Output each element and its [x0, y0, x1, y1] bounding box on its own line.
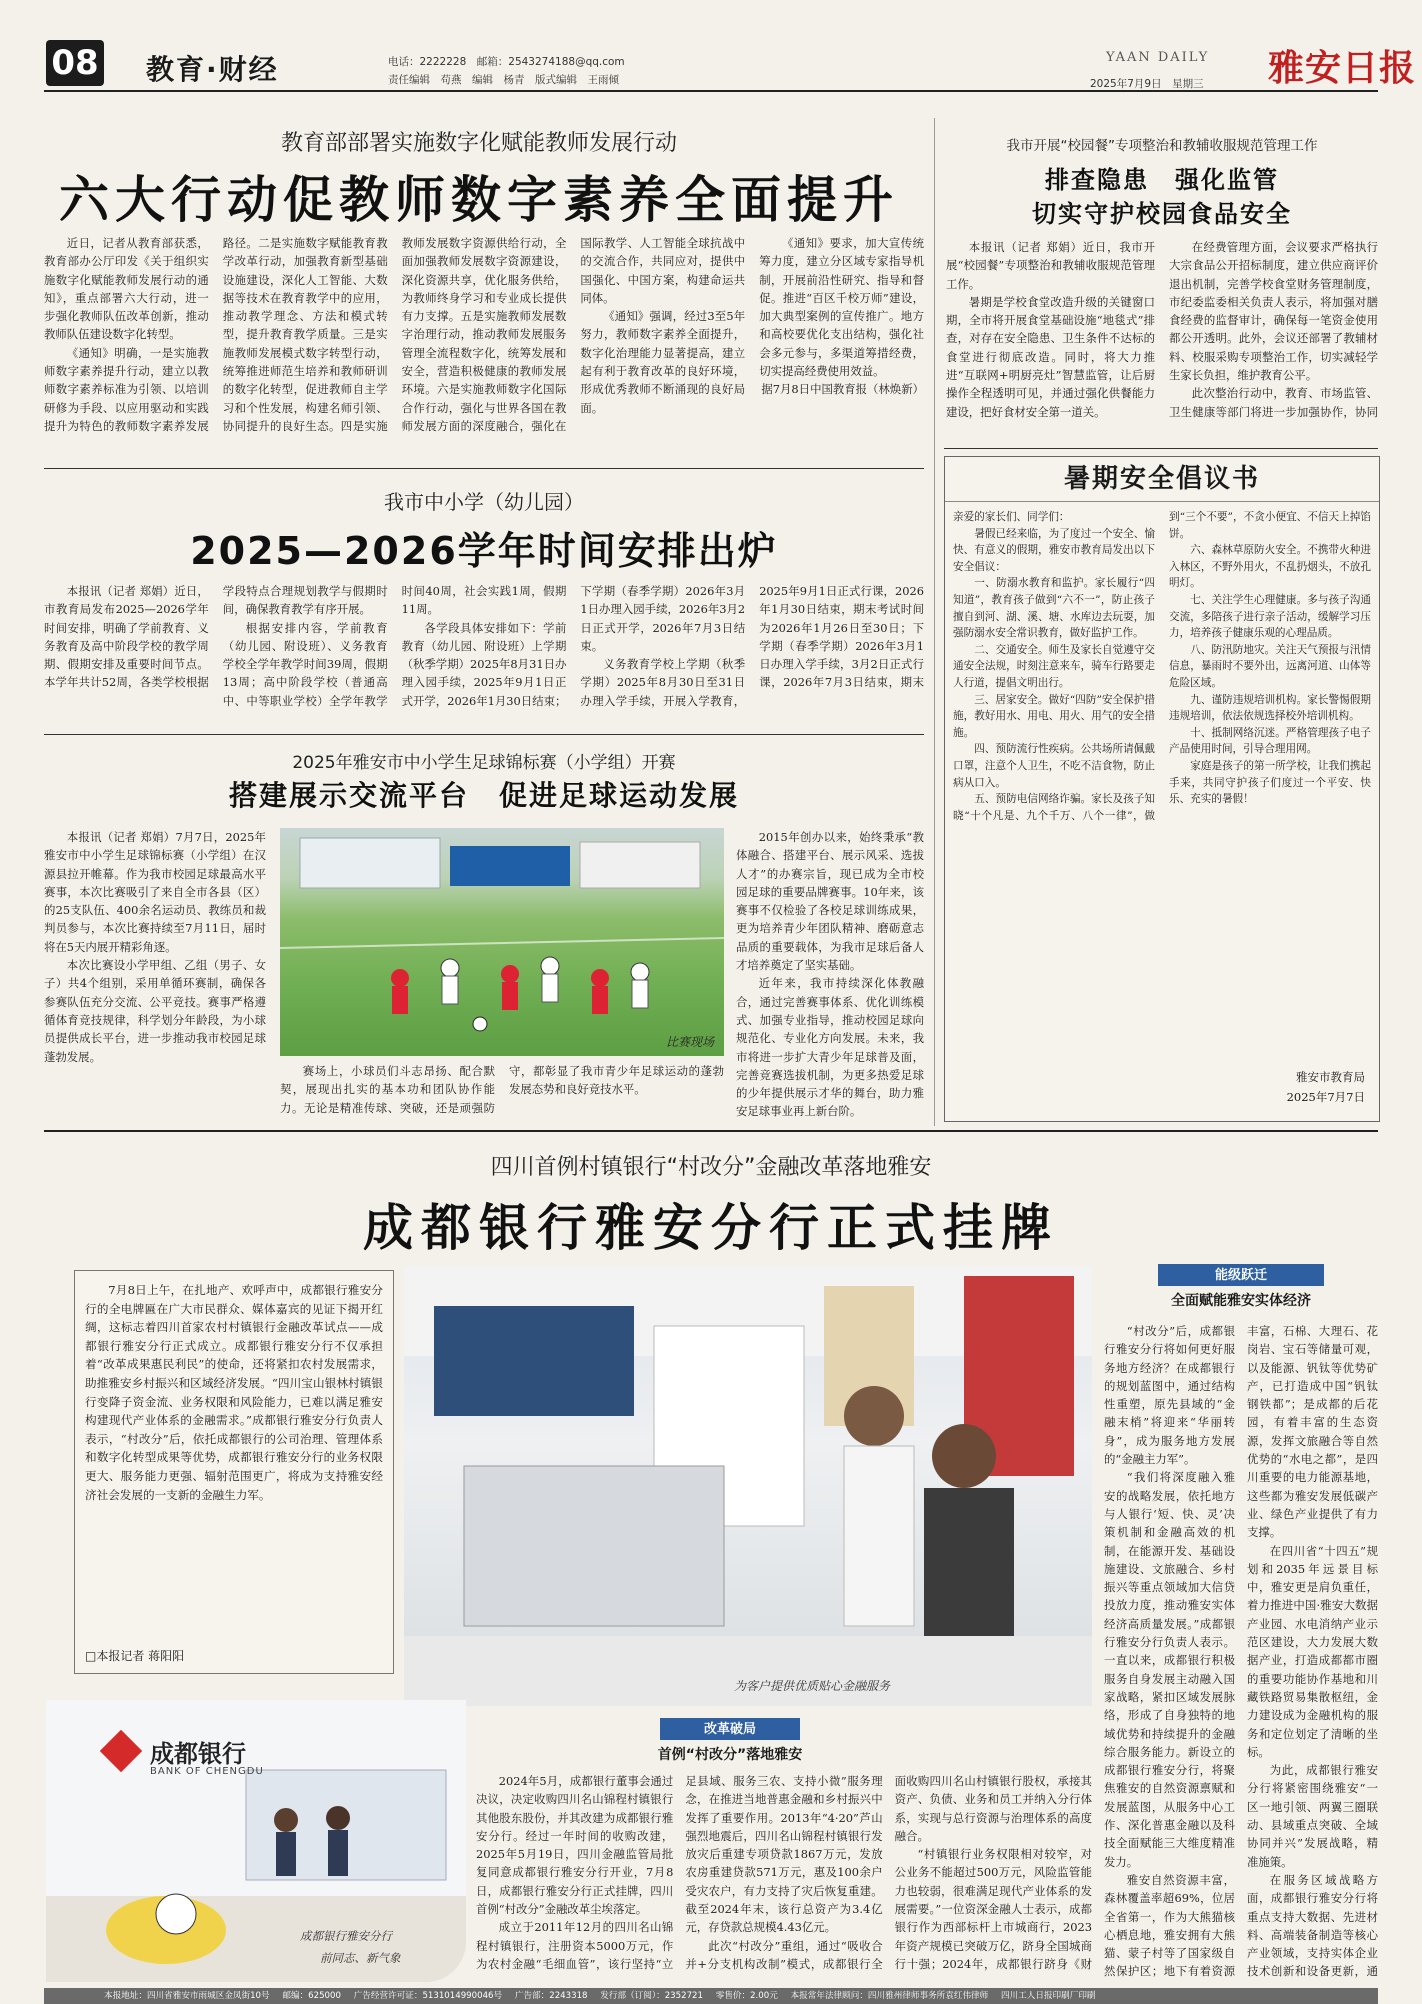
masthead	[0, 0, 1422, 92]
footer	[44, 1988, 1378, 2004]
football-photo-svg	[280, 828, 724, 1056]
bank-interior-caption: 为客户提供优质贴心金融服务	[734, 1679, 891, 1693]
column-divider	[934, 118, 935, 1126]
box1-header	[1104, 1264, 1378, 1314]
masthead-date: 2025年7月9日 星期三	[1090, 78, 1204, 90]
article5-para: 此次“村改分”重组，通过“吸收合并+分支机构改制”模式，成都银行全面收购四川名山村镇银行股权，承接其资产、负债、业务和员工并纳入分行体系，实现与总行资源与治理体系的高度融合。	[685, 1774, 1092, 1971]
footer-address: 本报地址：四川省雅安市雨城区金凤街10号	[104, 1991, 270, 2001]
page-number-badge	[46, 40, 104, 86]
bank-logo-en: BANK OF CHENGDU	[150, 1766, 264, 1777]
section-rule	[44, 1130, 1378, 1132]
masthead-rule	[44, 90, 1378, 92]
safety-title: 暑期安全倡议书	[1063, 464, 1260, 494]
divider	[944, 448, 1378, 449]
article5-para: 2024年5月，成都银行董事会通过决议，决定收购四川名山锦程村镇银行其他股东股份，并其改建为成都银行雅安分行。经过一年时间的收购改建，2025年5月19日，四川金融监管局批复同意成都银行雅安分行开业，7月8日，成都银行雅安分行正式挂牌，四川首例“村改分”金融改革尘埃落定。	[476, 1774, 674, 1917]
article2-para: 此次整治行动中，教育、市场监管、卫生健康等部门将进一步加强协作，协同	[1169, 386, 1378, 419]
divider	[44, 734, 924, 735]
article1-para: 《通知》要求，加大宣传统筹力度，建立分区域专家指导机制，开展前沿性研究、指导和督促。推进“百区千校万师”建设，加大典型案例的宣传推广。地方和高校要优化支出结构，强化社会多元参与，多渠道筹措经费，切实提高经费使用效益。	[759, 236, 924, 379]
masthead-paper-logo: 雅安日报	[1268, 47, 1417, 89]
safety-para: 十、抵制网络沉迷。严格管理孩子电子产品使用时间，引导合理用网。	[1169, 726, 1371, 756]
article1-para: 近日，记者从教育部获悉，教育部办公厅印发《关于组织实施数字化赋能教师发展行动的通知》，重点部署六大行动，进一步强化教师队伍改革创新，推动教师队伍建设数字化转型。	[44, 236, 209, 342]
article4-headline: 搭建展示交流平台 促进足球运动发展	[228, 779, 739, 812]
article2-para: 暑期是学校食堂改造升级的关键窗口期，全市将开展食堂基础设施“地毯式”排查，对存在安全隐患、卫生条件不达标的食堂进行彻底改造。同时，将大力推进“互联网+明厨亮灶”智慧监管，让后厨操作全程透明可见，并通过强化供餐能力建设，把好食材安全第一道关。	[946, 294, 1155, 419]
bank-logo-cn: 成都银行	[150, 1740, 246, 1768]
box2-subtitle: 首例“村改分”落地雅安	[657, 1747, 803, 1763]
article4-para: 2015年创办以来，始终秉承“教体融合、搭建平台、展示风采、选拔人才”的办赛宗旨，现已成为全市校园足球的重要品牌赛事。10年来，该赛事不仅检验了各校足球训练成果，更为培养青少年团队精神、磨砺意志品质的重要载体，为我市足球后备人才培养奠定了坚实基础。	[736, 830, 924, 973]
article5-lead	[85, 1281, 383, 1631]
article5-body-bottom	[476, 1772, 1092, 1982]
article1-para: 《通知》明确，一是实施教师数字素养提升行动，建立以教师数字素养标准为引领、以培训研修为手段、以应用驱动和实践提升为特色的教师数字素养发展路径。二是实施数字赋能教育教学改革行动，加强教育新型基础设施建设，深化人工智能、大数据等技术在教育教学中的应用，推动教学理念、方法和模式转型，提升教育教学质量。三是实施教师发展模式数字转型行动，统筹推进师范生培养和教师研训的数字化转型，促进教师自主学习和个性发展，构建名师引领、协同提升的良好生态。四是实施教师发展数字资源供给行动，全面加强教师发展数字资源建设，深化资源共享，优化服务供给，为教师终身学习和专业成长提供有力支撑。五是实施教师发展数字治理行动，推动教师发展服务管理全流程数字化，统筹发展和安全，营造积极健康的教师发展环境。六是实施教师数字化国际合作行动，强化与世界各国在教师发展方面的深度融合，强化在国际教学、人工智能全球抗战中的交流合作，共同应对，提供中国强化、中国方案，构建命运共同体。	[44, 236, 746, 433]
article5-para: “村改分”后，成都银行雅安分行将如何更好服务地方经济？在成都银行的规划蓝图中，通过结构性重塑，原先县域的“金融末梢”将迎来“华丽转身”，成为服务地方发展的“金融主力军”。	[1104, 1324, 1235, 1467]
article3-kicker: 我市中小学（幼儿园）	[384, 490, 584, 514]
article1-headline: 六大行动促教师数字素养全面提升	[59, 171, 899, 229]
footer-dist-phone: 发行部（订阅）：2352721	[600, 1991, 703, 2001]
article5-para: 为此，成都银行雅安分行将紧密围绕雅安“一区一地引领、两翼三圈联动、县域重点突破、全域协同并兴”发展战略，精准施策。	[1247, 1763, 1378, 1869]
article5-para: “我们将深度融入雅安的战略发展，依托地方与人银行‘短、快、灵’决策机制和金融高效的机制，在能源开发、基础设施建设、文旅融合、乡村振兴等重点领域加大信贷投放力度，推动雅安实体经济高质量发展。”成都银行雅安分行负责人表示。一直以来，成都银行积极服务自身发展主动融入国家战略，紧扣区域发展脉络，形成了自身独特的地域优势和持续提升的金融综合服务能力。新设立的成都银行雅安分行，将聚焦雅安的自然资源禀赋和发展蓝图，从服务中心工作、深化普惠金融以及科技全面赋能三大维度精准发力。	[1104, 1470, 1235, 1869]
article5-body-right	[1104, 1322, 1378, 1982]
article4-body-right	[736, 828, 924, 1124]
article5-lead-box	[74, 1270, 394, 1674]
masthead-contact: 电话：2222228 邮箱：2543274188@qq.com	[388, 56, 625, 68]
article5-para: 在四川省“十四五”规划和2035年远景目标中，雅安更是肩负重任，着力推进中国·雅安大数据产业园、水电消纳产业示范区建设，大力发展大数据产业，打造成都都市圈的重要功能协作基地和川藏铁路贸易集散枢纽，金力建设成为金融机构的服务和定位划定了清晰的坐标。	[1247, 1543, 1378, 1759]
box1-title-tag	[1158, 1264, 1324, 1286]
safety-para: 亲爱的家长们、同学们：	[953, 511, 1070, 523]
article2-body	[946, 238, 1378, 438]
article3-para: 根据安排内容，学前教育（幼儿园、附设班）、义务教育学校全学年教学时间39周，假期13周；高中阶段学校（普通高中、中等职业学校）全学年教学时间40周，社会实践1周，假期11周。	[222, 584, 567, 708]
safety-para: 四、预防流行性疾病。公共场所请佩戴口罩，注意个人卫生，不吃不洁食物，防止病从口入。	[953, 743, 1155, 789]
article4-para: 近年来，我市持续深化体教融合，通过完善赛事体系、优化训练模式、加强专业指导，推动校园足球向规范化、专业化方向发展。未来，我市将进一步扩大青少年足球普及面，完善竞赛选拔机制，为更多热爱足球的少年提供展示才华的舞台，助力雅安足球事业再上新台阶。	[736, 976, 924, 1119]
footer-postcode: 邮编：625000	[282, 1991, 341, 2001]
box2-header	[630, 1718, 830, 1766]
bank-storefront-svg	[46, 1700, 466, 1982]
safety-para: 五、预防电信网络诈骗。家长及孩子知晓“十个凡是、九个千万、八个一律”，做到“三个不要”，不贪小便宜、不信天上掉馅饼。	[953, 511, 1371, 822]
article3-para: 本报讯（记者 郑娟）近日，市教育局发布2025—2026学年时间安排，明确了学前教育、义务教育及高中阶段学校的教学周期、假期安排及重要时间节点。本学年共计52周，各类学校根据学段特点合理规划教学与假期时间，确保教育教学有序开展。	[44, 584, 388, 690]
safety-para: 八、防汛防地灾。关注天气预报与汛情信息，暴雨时不要外出，远离河道、山体等危险区域。	[1169, 643, 1371, 689]
article2-para: 在经费管理方面，会议要求严格执行大宗食品公开招标制度，建立供应商评价退出机制，完善学校食堂财务管理制度，市纪委监委相关负责人表示，将加强对膳食经费的监督审计，确保每一笔资金使用都公开透明。此外，会议还部署了教辅材料、校服采购专项整治工作，切实减轻学生家长负担，维护教育公平。	[1169, 240, 1378, 383]
article5-para: “村镇银行业务权限相对较窄，对公业务不能超过500万元，风险监管能力也较弱，很难满足现代产业体系的发展需要。”一位资深金融人士表示，成都银行作为西部标杆上市城商行，2023年资产规模已突破万亿，跻身全国城商行十强；2024年，成都银行跻身《财	[894, 1847, 1092, 1971]
bank-storefront-photo	[46, 1700, 466, 1982]
box2-title-tag	[660, 1718, 800, 1740]
safety-box	[944, 456, 1380, 1122]
safety-date: 2025年7月7日	[1286, 1090, 1365, 1104]
safety-body	[953, 509, 1371, 1057]
footer-price: 零售价：2.00元	[715, 1991, 778, 2001]
safety-para: 九、谨防违规培训机构。家长警惕假期违规培训，依法依规选择校外培训机构。	[1169, 693, 1371, 723]
article1-para: 《通知》强调，经过3至5年努力，教师数字素养全面提升，数字化治理能力显著提高，建立起有利于教育改革的良好环境，形成优秀教师不断涌现的良好局面。	[580, 309, 746, 415]
safety-para: 三、居家安全。做好“四防”安全保护措施，教好用水、用电、用火、用气的安全措施。	[953, 693, 1155, 739]
article4-para: 本报讯（记者 郑娟）7月7日，2025年雅安市中小学生足球锦标赛（小学组）在汉源县拉开帷幕。作为我市校园足球最高水平赛事，本次比赛吸引了来自全市各县（区）的25支队伍、400余名运动员、教练员和裁判员参与，本次比赛持续至7月11日，届时将在5天内展开精彩角逐。	[44, 830, 266, 954]
article2-para: 本报讯（记者 郑娟）近日，我市开展“校园餐”专项整治和教辅收服规范管理工作。	[946, 240, 1155, 291]
article5-kicker: 四川首例村镇银行“村改分”金融改革落地雅安	[490, 1155, 932, 1180]
page-number: 08	[51, 43, 99, 83]
article5-para: 雅安自然资源丰富，森林覆盖率超69%，位居全省第一，作为大熊猫核心栖息地，雅安拥有大熊猫、蒙子村等了国家级自然保护区；地下有着资源丰富，石棉、大理石、花岗岩、宝石等储量可观，以及能源、钒钛等优势矿产，已打造成中国“钒钛钢铁都”；是成都的后花园，有着丰富的生态资源，发挥文旅融合等自然优势的“水电之都”，是四川重要的电力能源基地，这些都为雅安发展低碳产业、绿色产业提供了有力支撑。	[1104, 1324, 1378, 1979]
article2-headline-1: 排查隐患 强化监管	[1045, 166, 1279, 194]
article3-para: 各学段具体安排如下：学前教育（幼儿园、附设班）上学期（秋季学期）2025年8月31日办理入园手续，2025年9月1日正式开学，2026年1月30日结束；下学期（春季学期）2026年3月1日办理入园手续，2026年3月2日正式开学，2026年7月3日结束。	[401, 584, 746, 708]
box1-subtitle: 全面赋能雅安实体经济	[1171, 1293, 1311, 1309]
footer-printer: 四川工人日报印刷厂印刷	[1000, 1991, 1096, 2001]
football-photo-caption: 比赛现场	[665, 1035, 714, 1049]
box2-title: 改革破局	[703, 1722, 756, 1737]
masthead-editors: 责任编辑 苟燕 编辑 杨青 版式编辑 王雨倾	[388, 74, 619, 86]
safety-para: 暑假已经来临，为了度过一个安全、愉快、有意义的假期，雅安市教育局发出以下安全倡议：	[953, 527, 1155, 573]
article5-para: 在服务区域战略方面，成都银行雅安分行将重点支持大数据、先进材料、高端装备制造等核心产业领域，支持实体企业技术创新和设备更新，通	[1247, 1872, 1378, 1979]
article4-body-left	[44, 828, 266, 1124]
safety-signature: 雅安市教育局	[1296, 1070, 1365, 1084]
storefront-caption-1: 成都银行雅安分行	[300, 1929, 392, 1943]
section-title: 教育·财经	[146, 53, 279, 86]
footer-ad-license: 广告经营许可证：5131014990046号	[353, 1991, 503, 2001]
article1-source: 据7月8日中国教育报（林焕新）	[761, 382, 924, 397]
footer-ad-phone: 广告部：2243318	[514, 1991, 588, 2001]
article2-kicker: 我市开展“校园餐”专项整治和教辅收服规范管理工作	[1006, 138, 1318, 154]
article3-headline: 2025—2026学年时间安排出炉	[190, 529, 778, 573]
box1-title: 能级跃迁	[1214, 1268, 1267, 1283]
article5-lead-text: 7月8日上午，在扎地产、欢呼声中，成都银行雅安分行的全电牌匾在广大市民群众、媒体嘉宾的见证下揭开红绸，这标志着四川首家农村村镇银行金融改革试点——成都银行雅安分行正式成立。成都银行雅安分行不仅承担着“改革成果惠民利民”的使命，还将紧扣农村发展需求，助推雅安乡村振兴和区域经济发展。“四川宝山银林村镇银行变降子资金流、业务权限和风险能力，已难以满足雅安构建现代产业体系的金融需求。”成都银行雅安分行负责人表示，“村改分”后，依托成都银行的公司治理、管理体系和数字化转型成果等优势，成都银行雅安分行的业务权限更大、服务能力更强、辐射范围更广，将成为支持雅安经济社会发展的一支新的金融生力军。	[85, 1283, 383, 1502]
article2-headline-2: 切实守护校园食品安全	[1032, 200, 1292, 228]
footer-legal: 本报常年法律顾问：四川雅州律师事务所袁红伟律师	[790, 1991, 989, 2001]
safety-para: 一、防溺水教育和监护。家长履行“四知道”，教育孩子做到“六不一”，防止孩子擅自到河、湖、溪、塘、水库边去玩耍，加强防溺水安全常识教育，做好监护工作。	[953, 577, 1155, 640]
article5-byline: □本报记者 蒋阳阳	[85, 1649, 185, 1663]
article1-body	[44, 234, 924, 460]
safety-title-bar	[945, 457, 1379, 502]
storefront-caption-2: 前同志、新气象	[320, 1951, 401, 1965]
masthead-paper-en: YAAN DAILY	[1106, 50, 1210, 65]
article4-para: 赛场上，小球员们斗志昂扬、配合默契，展现出扎实的基本功和团队协作能力。无论是精准传球、突破，还是顽强防守，都彰显了我市青少年足球运动的蓬勃发展态势和良好竞技水平。	[280, 1064, 724, 1115]
article5-para: 成立于2011年12月的四川名山锦程村镇银行，注册资本5000万元，作为农村金融“毛细血管”，该行坚持“立足县域、服务三农、支持小微”服务理念，在推进当地普惠金融和乡村振兴中发挥了重要作用。2013年“4·20”芦山强烈地震后，四川名山锦程村镇银行发放灾后重建专项贷款1867万元，发放农房重建贷款571万元，惠及100余户受灾农户，有力支持了灾后恢复重建。截至2024年末，该行总资产为3.4亿元，存贷款总规模4.43亿元。	[476, 1774, 883, 1971]
article4-para: 本次比赛设小学甲组、乙组（男子、女子）共4个组别，采用单循环赛制，确保各参赛队伍充分交流、公平竞技。赛事严格遵循体育竞技规律，科学划分年龄段，为小球员提供成长平台，进一步推动我市校园足球蓬勃发展。	[44, 958, 266, 1064]
safety-para: 七、关注学生心理健康。多与孩子沟通交流，多陪孩子进行亲子活动，缓解学习压力，培养孩子健康乐观的心理品质。	[1169, 593, 1371, 640]
safety-para: 二、交通安全。师生及家长自觉遵守交通安全法规，时刻注意来车，骑车行路要走人行道，提倡文明出行。	[953, 643, 1155, 689]
safety-para: 家庭是孩子的第一所学校，让我们携起手来，共同守护孩子们度过一个平安、快乐、充实的暑假！	[1169, 759, 1371, 806]
article5-headline: 成都银行雅安分行正式挂牌	[363, 1199, 1059, 1257]
divider	[44, 468, 924, 469]
article4-body-bottom	[280, 1062, 724, 1124]
safety-para: 六、森林草原防火安全。不携带火种进入林区，不野外用火，不乱扔烟头，不放孔明灯。	[1169, 544, 1371, 590]
article1-kicker: 教育部部署实施数字化赋能教师发展行动	[280, 131, 677, 156]
bank-interior-photo	[404, 1266, 1092, 1706]
article4-kicker: 2025年雅安市中小学生足球锦标赛（小学组）开赛	[292, 753, 676, 773]
article3-para: 义务教育学校上学期（秋季学期）2025年8月30日至31日办理入学手续，开展入学教育，2025年9月1日正式行课，2026年1月30日结束，期末考试时间为2026年1月26日至30日；下学期（春季学期）2026年3月1日办理入学手续，3月2日正式行课，2026年7月3日结束，期末	[580, 584, 924, 708]
article3-body	[44, 582, 924, 724]
bank-interior-svg	[404, 1266, 1092, 1706]
football-photo	[280, 828, 724, 1056]
